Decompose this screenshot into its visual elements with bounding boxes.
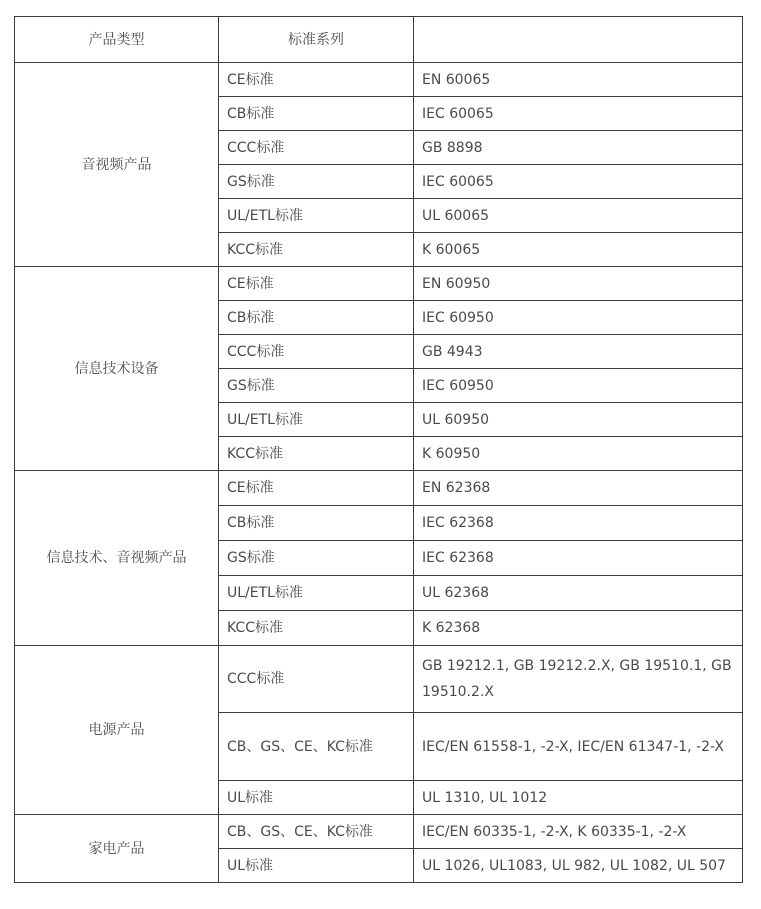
standard-series: UL 62368 [414,576,743,611]
standard-name: CB、GS、CE、KC标准 [219,713,414,781]
standard-series: K 60950 [414,437,743,471]
standard-name: UL标准 [219,849,414,883]
standard-series: IEC 60950 [414,301,743,335]
standard-name: GS标准 [219,369,414,403]
standard-name: UL标准 [219,781,414,815]
standard-name: KCC标准 [219,611,414,646]
category-cell: 信息技术设备 [15,267,219,471]
standard-series: IEC/EN 61558-1, -2-X, IEC/EN 61347-1, -2-X [414,713,743,781]
standard-name: CE标准 [219,267,414,301]
standard-series: UL 1026, UL1083, UL 982, UL 1082, UL 507 [414,849,743,883]
standard-series: IEC/EN 60335-1, -2-X, K 60335-1, -2-X [414,815,743,849]
standard-name: CCC标准 [219,646,414,713]
standard-name: CB、GS、CE、KC标准 [219,815,414,849]
standard-name: CB标准 [219,506,414,541]
table-row [15,646,743,713]
standard-series: EN 60065 [414,63,743,97]
standard-series: IEC 62368 [414,541,743,576]
table-row [15,63,743,97]
standard-name: CCC标准 [219,131,414,165]
standard-name: CE标准 [219,471,414,506]
standard-name: CE标准 [219,63,414,97]
header-empty-cell [414,17,743,63]
table-row [15,815,743,849]
standard-series: IEC 60065 [414,97,743,131]
standard-series: UL 60950 [414,403,743,437]
header-standard-series: 标准系列 [219,17,414,63]
table-row [15,471,743,506]
standard-series: K 60065 [414,233,743,267]
standard-name: CB标准 [219,301,414,335]
standard-name: CCC标准 [219,335,414,369]
standard-name: GS标准 [219,165,414,199]
standard-name: CB标准 [219,97,414,131]
standard-name: UL/ETL标准 [219,403,414,437]
category-cell: 信息技术、音视频产品 [15,471,219,646]
standard-series: IEC 60065 [414,165,743,199]
standards-table [14,16,743,883]
standard-name: KCC标准 [219,233,414,267]
category-cell: 电源产品 [15,646,219,815]
header-product-type: 产品类型 [15,17,219,63]
category-cell: 家电产品 [15,815,219,883]
standard-name: KCC标准 [219,437,414,471]
standard-series: GB 19212.1, GB 19212.2.X, GB 19510.1, GB 19510.2.X [414,646,743,713]
standard-name: GS标准 [219,541,414,576]
category-cell: 音视频产品 [15,63,219,267]
standard-series: IEC 60950 [414,369,743,403]
standard-series: GB 8898 [414,131,743,165]
standard-series: IEC 62368 [414,506,743,541]
standard-name: UL/ETL标准 [219,576,414,611]
standard-series: UL 60065 [414,199,743,233]
header-row [15,17,743,63]
standard-series: EN 60950 [414,267,743,301]
table-row [15,267,743,301]
standard-series: GB 4943 [414,335,743,369]
standard-series: EN 62368 [414,471,743,506]
standard-series: K 62368 [414,611,743,646]
standard-name: UL/ETL标准 [219,199,414,233]
standard-series: UL 1310, UL 1012 [414,781,743,815]
